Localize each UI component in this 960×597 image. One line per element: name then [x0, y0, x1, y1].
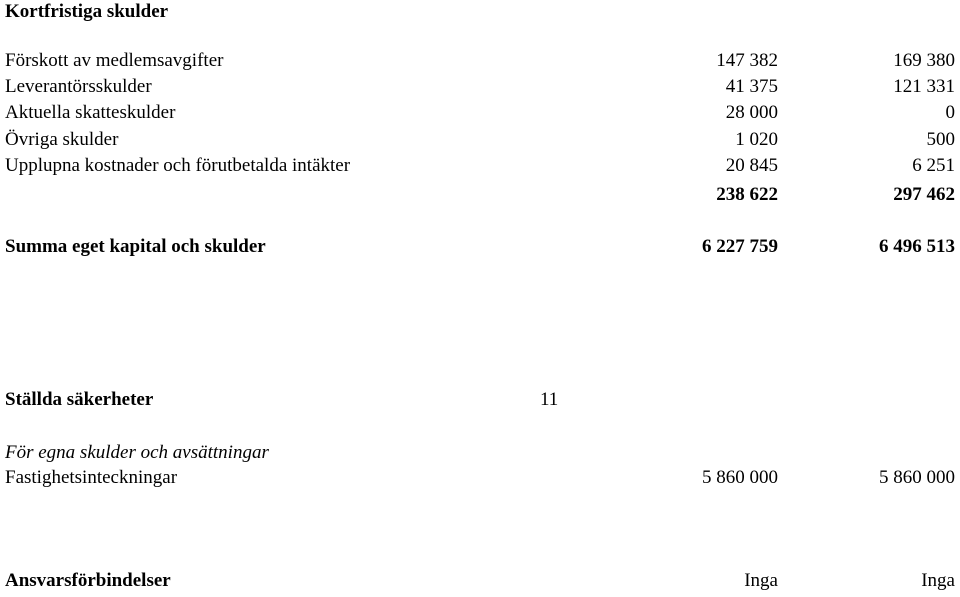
- mortgages-label: Fastighetsinteckningar: [5, 467, 178, 488]
- contingent-row: [0, 569, 960, 593]
- row-label: Leverantörsskulder: [5, 76, 152, 97]
- total-previous: 6 496 513: [879, 236, 955, 257]
- note-reference: 11: [540, 389, 559, 410]
- row-label: Aktuella skatteskulder: [5, 102, 176, 123]
- liability-row: [0, 49, 960, 73]
- row-label: Upplupna kostnader och förutbetalda intäkter: [5, 155, 351, 176]
- pledged-subheading-row: [0, 441, 960, 465]
- section-title-row: [0, 0, 960, 24]
- current-year-value: 28 000: [725, 102, 778, 123]
- liability-row: [0, 128, 960, 152]
- contingent-label: Ansvarsförbindelser: [5, 570, 171, 591]
- subtotal-current: 238 622: [716, 184, 778, 205]
- liability-row: [0, 75, 960, 99]
- current-year-value: 20 845: [725, 155, 778, 176]
- pledged-subheading: För egna skulder och avsättningar: [5, 442, 269, 463]
- pledged-label: Ställda säkerheter: [5, 389, 154, 410]
- previous-year-value: 6 251: [912, 155, 955, 176]
- contingent-previous: Inga: [921, 570, 955, 591]
- total-row: [0, 235, 960, 259]
- section-title: Kortfristiga skulder: [5, 1, 169, 22]
- current-year-value: 147 382: [716, 50, 778, 71]
- pledged-row: [0, 388, 960, 412]
- total-label: Summa eget kapital och skulder: [5, 236, 266, 257]
- mortgages-row: [0, 466, 960, 490]
- contingent-current: Inga: [744, 570, 778, 591]
- previous-year-value: 500: [926, 129, 955, 150]
- current-year-value: 1 020: [735, 129, 778, 150]
- total-current: 6 227 759: [702, 236, 778, 257]
- previous-year-value: 0: [945, 102, 955, 123]
- subtotal-row: [0, 183, 960, 207]
- current-year-value: 41 375: [725, 76, 778, 97]
- row-label: Förskott av medlemsavgifter: [5, 50, 224, 71]
- subtotal-previous: 297 462: [893, 184, 955, 205]
- liability-row: [0, 101, 960, 125]
- row-label: Övriga skulder: [5, 129, 119, 150]
- previous-year-value: 121 331: [893, 76, 955, 97]
- mortgages-previous: 5 860 000: [879, 467, 955, 488]
- liability-row: [0, 154, 960, 178]
- previous-year-value: 169 380: [893, 50, 955, 71]
- mortgages-current: 5 860 000: [702, 467, 778, 488]
